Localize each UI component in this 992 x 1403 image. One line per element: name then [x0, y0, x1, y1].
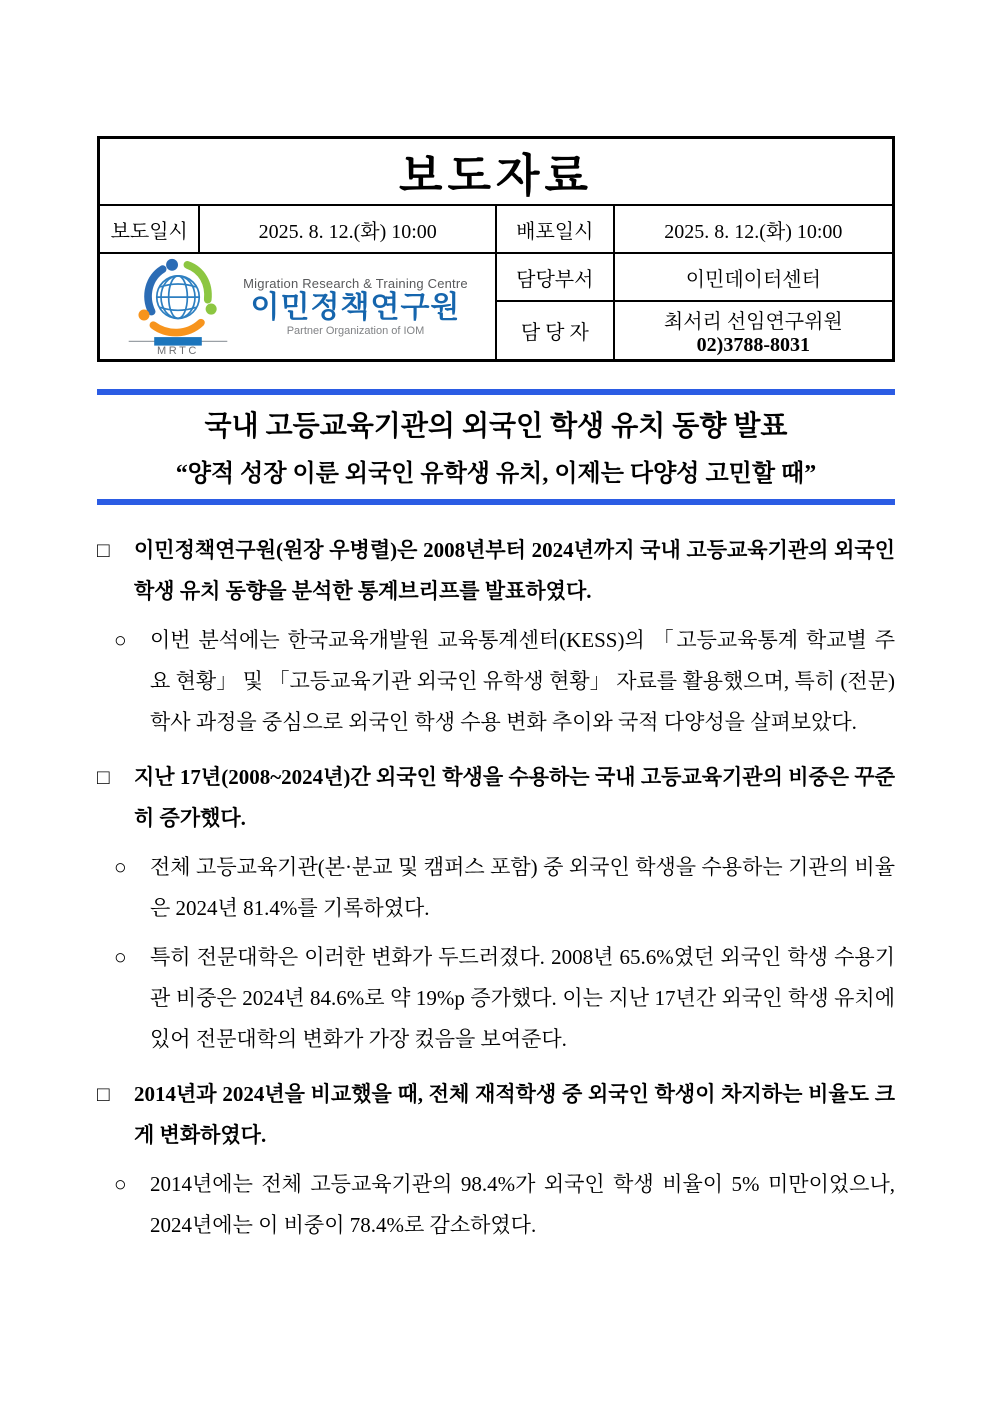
paragraph-text: 2014년과 2024년을 비교했을 때, 전체 재적학생 중 외국인 학생이 차지하는 비율도 크게 변화하였다. [134, 1082, 895, 1147]
contact-phone: 02)3788-8031 [696, 333, 810, 356]
org-logo-text [243, 276, 468, 338]
paragraph [97, 530, 895, 612]
paragraph-text: 이민정책연구원(원장 우병렬)은 2008년부터 2024년까지 국내 고등교육기관의 외국인 학생 유치 동향을 분석한 통계브리프를 발표하였다. [134, 538, 895, 603]
mrtc-acronym: MRTC [157, 345, 200, 355]
contact-label: 담 당 자 [496, 301, 614, 360]
paragraph [97, 757, 895, 839]
paragraph [114, 620, 895, 743]
bullet-marker: □ [97, 765, 110, 789]
distribute-date-value: 2025. 8. 12.(화) 10:00 [614, 205, 894, 253]
dept-label: 담당부서 [496, 253, 614, 301]
bullet-marker: ○ [114, 628, 127, 652]
org-logo-cell [99, 253, 496, 361]
headline-subtitle: “양적 성장 이룬 외국인 유학생 유치, 이제는 다양성 고민할 때” [175, 461, 817, 487]
contact-name: 최서리 선임연구위원 [663, 310, 843, 333]
mrtc-globe-icon [127, 258, 229, 355]
headline-title: 국내 고등교육기관의 외국인 학생 유치 동향 발표 [204, 411, 788, 442]
paragraph [114, 1164, 895, 1246]
headline-rule-top [97, 389, 895, 395]
headline-block [97, 404, 895, 488]
mrtc-logo [100, 254, 495, 359]
bullet-marker: ○ [114, 855, 127, 879]
paragraph [97, 1074, 895, 1156]
org-name-en: Migration Research & Training Centre [243, 275, 468, 291]
release-date-value: 2025. 8. 12.(화) 10:00 [199, 205, 496, 253]
paragraph-text: 2014년에는 전체 고등교육기관의 98.4%가 외국인 학생 비율이 5% 미만이었으나, 2024년에는 이 비중이 78.4%로 감소하였다. [150, 1172, 895, 1237]
paragraph-text: 특히 전문대학은 이러한 변화가 두드러졌다. 2008년 65.6%였던 외국인 학생 수용기관 비중은 2024년 84.6%로 약 19%p 증가했다. 이는 지난 17년간 외국인 학생 유치에 있어 전문대학의 변화가 가장 컸음을 보여준다. [150, 945, 895, 1051]
paragraph-text: 지난 17년(2008~2024년)간 외국인 학생을 수용하는 국내 고등교육기관의 비중은 꾸준히 증가했다. [134, 765, 895, 830]
bullet-marker: ○ [114, 945, 127, 969]
org-partner-line: Partner Organization of IOM [286, 325, 425, 338]
paragraph [114, 847, 895, 929]
distribute-date-label: 배포일시 [496, 205, 614, 253]
release-date-label: 보도일시 [99, 205, 200, 253]
bullet-marker: □ [97, 538, 110, 562]
org-name-ko: 이민정책연구원 [250, 290, 461, 324]
bullet-marker: ○ [114, 1172, 127, 1196]
dept-value: 이민데이터센터 [614, 253, 894, 301]
paragraph-text: 이번 분석에는 한국교육개발원 교육통계센터(KESS)의 「고등교육통계 학교별 주요 현황」 및 「고등교육기관 외국인 유학생 현황」 자료를 활용했으며, 특히 (전문)학사 과정을 중심으로 외국인 학생 수용 변화 추이와 국적 다양성을 살펴보았다. [150, 628, 895, 734]
headline-rule-bottom [97, 499, 895, 505]
bullet-marker: □ [97, 1082, 110, 1106]
press-header-table [97, 136, 895, 362]
doc-type-title: 보도자료 [99, 138, 894, 206]
paragraph-text: 전체 고등교육기관(본·분교 및 캠퍼스 포함) 중 외국인 학생을 수용하는 기관의 비율은 2024년 81.4%를 기록하였다. [150, 855, 895, 920]
contact-value [614, 301, 894, 360]
paragraph [114, 937, 895, 1060]
body-paragraphs [97, 530, 895, 1246]
